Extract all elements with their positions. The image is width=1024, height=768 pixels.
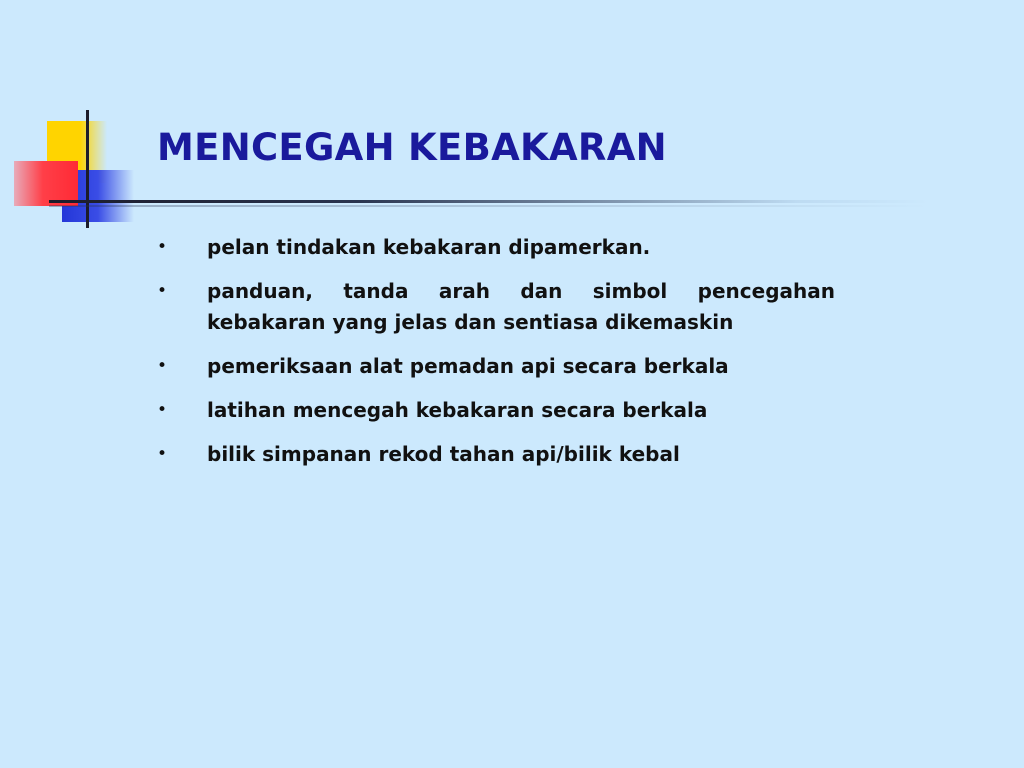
list-item: [155, 395, 835, 426]
list-item-text: panduan, tanda arah dan simbol pencegahan kebakaran yang jelas dan sentiasa dikemaskin: [207, 279, 835, 334]
bullet-list: [155, 232, 835, 483]
slide-title: MENCEGAH KEBAKARAN: [157, 126, 667, 169]
bullet-icon: •: [157, 356, 168, 376]
list-item-text: pelan tindakan kebakaran dipamerkan.: [207, 235, 651, 259]
list-item-text: latihan mencegah kebakaran secara berkala: [207, 398, 708, 422]
bullet-icon: •: [157, 400, 168, 420]
bullet-icon: •: [157, 444, 168, 464]
list-item: [155, 351, 835, 382]
title-underline-shadow: [49, 205, 929, 207]
list-item-text: pemeriksaan alat pemadan api secara berkala: [207, 354, 729, 378]
list-item-text: bilik simpanan rekod tahan api/bilik kebal: [207, 442, 680, 466]
vertical-rule: [86, 110, 89, 228]
list-item: [155, 232, 835, 263]
list-item: [155, 439, 835, 470]
bullet-icon: •: [157, 237, 168, 257]
list-item: [155, 276, 835, 338]
title-underline: [49, 200, 929, 203]
bullet-icon: •: [157, 281, 168, 301]
